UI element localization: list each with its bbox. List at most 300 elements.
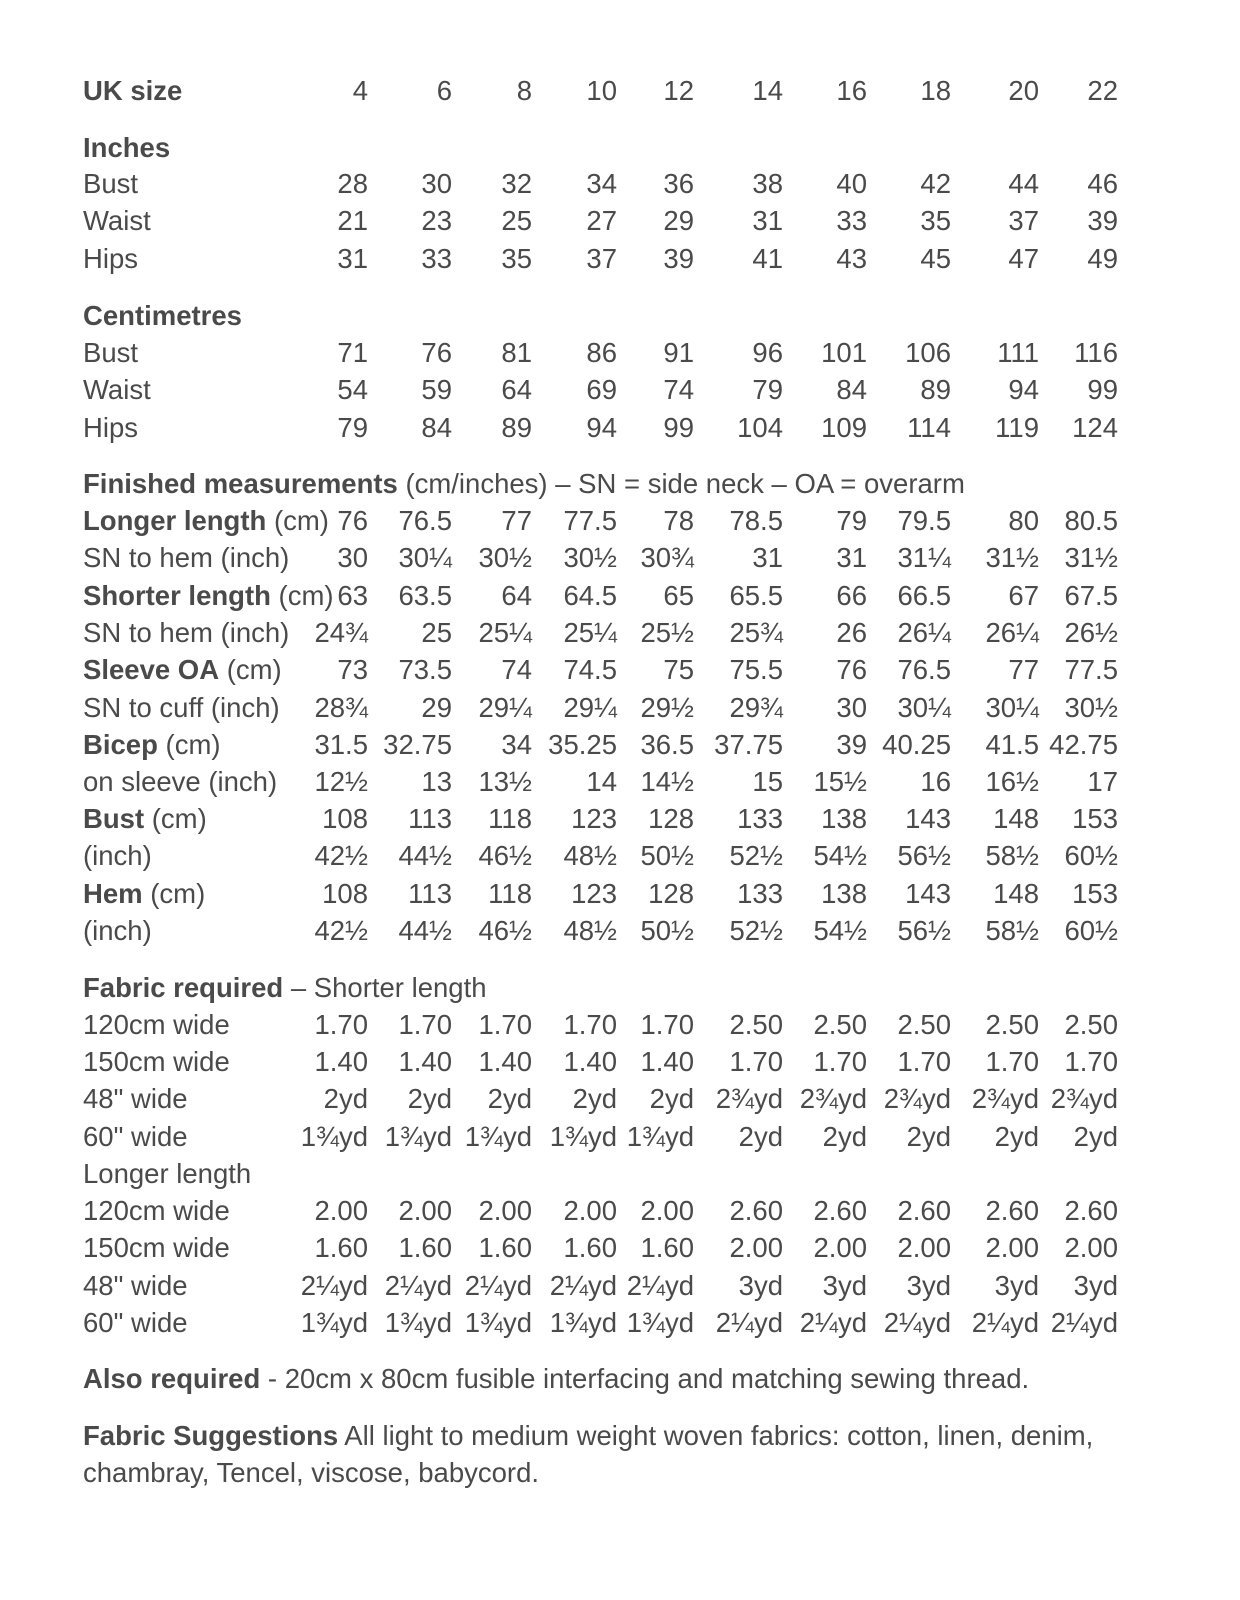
finished-cell: 78 bbox=[663, 505, 694, 536]
size-cell: 18 bbox=[920, 75, 951, 106]
centimetres-cell: 64 bbox=[501, 374, 532, 405]
fabric-cell: 1.40 bbox=[563, 1046, 617, 1077]
finished-cell: 25½ bbox=[640, 617, 694, 648]
fabric-longer-cell: 2.00 bbox=[640, 1195, 694, 1226]
uk-size-label: UK size bbox=[83, 75, 183, 106]
finished-cell: 79 bbox=[836, 505, 867, 536]
centimetres-cell: 99 bbox=[663, 412, 694, 443]
fabric-cell: 2yd bbox=[572, 1083, 617, 1114]
fabric-cell: 2yd bbox=[822, 1121, 867, 1152]
centimetres-cell: 86 bbox=[586, 337, 617, 368]
finished-label-unit: (cm) bbox=[219, 654, 282, 685]
inches-cell: 21 bbox=[337, 205, 368, 236]
size-cell: 6 bbox=[436, 75, 452, 106]
finished-cell: 75.5 bbox=[729, 654, 783, 685]
finished-cell: 56½ bbox=[897, 840, 951, 871]
centimetres-cell: 109 bbox=[821, 412, 867, 443]
finished-cell: 52½ bbox=[729, 840, 783, 871]
measurement-label: Hips bbox=[83, 412, 139, 443]
finished-label-unit: (inch) bbox=[83, 915, 152, 946]
finished-row bbox=[0, 875, 1240, 912]
finished-cell: 44½ bbox=[398, 840, 452, 871]
finished-cell: 30 bbox=[836, 692, 867, 723]
centimetres-cell: 84 bbox=[421, 412, 452, 443]
centimetres-cell: 79 bbox=[752, 374, 783, 405]
finished-cell: 133 bbox=[737, 878, 783, 909]
finished-cell: 80 bbox=[1008, 505, 1039, 536]
fabric-longer-cell: 1¾yd bbox=[384, 1307, 452, 1338]
finished-heading-unit: (cm/inches) – SN = side neck – OA = overarm bbox=[397, 468, 965, 499]
inches-row bbox=[0, 240, 1240, 277]
fabric-cell: 1¾yd bbox=[300, 1121, 368, 1152]
finished-cell: 77.5 bbox=[1064, 654, 1118, 685]
finished-cell: 25¼ bbox=[563, 617, 617, 648]
inches-cell: 35 bbox=[920, 205, 951, 236]
fabric-row bbox=[0, 1006, 1240, 1043]
finished-cell: 138 bbox=[821, 878, 867, 909]
finished-cell: 29¼ bbox=[478, 692, 532, 723]
fabric-longer-cell: 1¾yd bbox=[626, 1307, 694, 1338]
finished-cell: 74.5 bbox=[563, 654, 617, 685]
finished-cell: 30½ bbox=[563, 542, 617, 573]
finished-row bbox=[0, 763, 1240, 800]
finished-cell: 24¾ bbox=[314, 617, 368, 648]
measurement-label: Waist bbox=[83, 374, 151, 405]
fabric-longer-cell: 1.60 bbox=[563, 1232, 617, 1263]
fabric-width-label: 150cm wide bbox=[83, 1232, 230, 1263]
centimetres-cell: 96 bbox=[752, 337, 783, 368]
fabric-heading-row bbox=[0, 969, 1240, 1006]
finished-label bbox=[83, 763, 277, 800]
fabric-cell: 1.70 bbox=[314, 1009, 368, 1040]
fabric-longer-cell: 2.00 bbox=[897, 1232, 951, 1263]
fabric-cell: 2.50 bbox=[729, 1009, 783, 1040]
fabric-heading-unit: – Shorter length bbox=[283, 972, 487, 1003]
fabric-cell: 1¾yd bbox=[384, 1121, 452, 1152]
finished-cell: 65 bbox=[663, 580, 694, 611]
measurement-label: Waist bbox=[83, 205, 151, 236]
fabric-longer-cell: 1.60 bbox=[478, 1232, 532, 1263]
finished-cell: 56½ bbox=[897, 915, 951, 946]
centimetres-row bbox=[0, 371, 1240, 408]
fabric-longer-cell: 2.60 bbox=[1064, 1195, 1118, 1226]
finished-cell: 58½ bbox=[985, 915, 1039, 946]
fabric-cell: 2yd bbox=[649, 1083, 694, 1114]
finished-cell: 29¾ bbox=[729, 692, 783, 723]
fabric-cell: 1.70 bbox=[1064, 1046, 1118, 1077]
finished-cell: 44½ bbox=[398, 915, 452, 946]
finished-row bbox=[0, 689, 1240, 726]
fabric-cell: 1.70 bbox=[398, 1009, 452, 1040]
finished-cell: 133 bbox=[737, 803, 783, 834]
finished-cell: 76 bbox=[836, 654, 867, 685]
fabric-cell: 1.70 bbox=[729, 1046, 783, 1077]
fabric-longer-cell: 2.00 bbox=[398, 1195, 452, 1226]
fabric-longer-cell: 2¼yd bbox=[300, 1270, 368, 1301]
finished-cell: 37.75 bbox=[714, 729, 783, 760]
fabric-cell: 1.40 bbox=[314, 1046, 368, 1077]
inches-cell: 46 bbox=[1087, 168, 1118, 199]
centimetres-cell: 114 bbox=[907, 412, 951, 443]
fabric-suggestions-text: All light to medium weight woven fabrics: cotton, linen, denim, chambray, Tencel, viscose, babycord. bbox=[83, 1420, 1094, 1488]
inches-cell: 29 bbox=[663, 205, 694, 236]
fabric-cell: 2yd bbox=[487, 1083, 532, 1114]
finished-cell: 28¾ bbox=[314, 692, 368, 723]
finished-heading-row bbox=[0, 465, 1240, 502]
fabric-cell: 1.70 bbox=[478, 1009, 532, 1040]
size-cell: 22 bbox=[1087, 75, 1118, 106]
fabric-longer-cell: 3yd bbox=[738, 1270, 783, 1301]
fabric-longer-cell: 2¼yd bbox=[799, 1307, 867, 1338]
finished-label-bold: Bust bbox=[83, 803, 145, 834]
finished-cell: 41.5 bbox=[985, 729, 1039, 760]
centimetres-cell: 94 bbox=[586, 412, 617, 443]
finished-label-unit: (cm) bbox=[157, 729, 221, 760]
fabric-cell: 1.40 bbox=[478, 1046, 532, 1077]
size-cell: 16 bbox=[836, 75, 867, 106]
finished-cell: 31¼ bbox=[897, 542, 951, 573]
centimetres-row bbox=[0, 334, 1240, 371]
inches-heading: Inches bbox=[83, 132, 171, 163]
finished-cell: 108 bbox=[322, 878, 368, 909]
inches-cell: 39 bbox=[1087, 205, 1118, 236]
finished-cell: 34 bbox=[501, 729, 532, 760]
fabric-row bbox=[0, 1080, 1240, 1117]
finished-label-unit: SN to hem (inch) bbox=[83, 617, 290, 648]
finished-cell: 39 bbox=[836, 729, 867, 760]
finished-cell: 143 bbox=[905, 878, 951, 909]
fabric-suggestions bbox=[83, 1417, 1143, 1491]
fabric-width-label: 120cm wide bbox=[83, 1195, 230, 1226]
finished-cell: 29¼ bbox=[563, 692, 617, 723]
centimetres-cell: 71 bbox=[337, 337, 368, 368]
inches-row bbox=[0, 202, 1240, 239]
fabric-cell: 2yd bbox=[738, 1121, 783, 1152]
finished-row bbox=[0, 539, 1240, 576]
finished-label-bold: Hem bbox=[83, 878, 143, 909]
finished-cell: 50½ bbox=[640, 915, 694, 946]
inches-cell: 44 bbox=[1008, 168, 1039, 199]
centimetres-row bbox=[0, 409, 1240, 446]
finished-cell: 30¾ bbox=[640, 542, 694, 573]
finished-cell: 78.5 bbox=[729, 505, 783, 536]
longer-heading-row bbox=[0, 1155, 1240, 1192]
finished-cell: 74 bbox=[501, 654, 532, 685]
finished-cell: 66.5 bbox=[897, 580, 951, 611]
fabric-cell: 2.50 bbox=[813, 1009, 867, 1040]
fabric-longer-cell: 1.60 bbox=[314, 1232, 368, 1263]
finished-label-unit: (cm) bbox=[144, 803, 207, 834]
fabric-longer-cell: 2¼yd bbox=[549, 1270, 617, 1301]
size-cell: 4 bbox=[352, 75, 368, 106]
fabric-longer-cell: 1¾yd bbox=[300, 1307, 368, 1338]
finished-cell: 48½ bbox=[563, 915, 617, 946]
fabric-longer-row bbox=[0, 1267, 1240, 1304]
fabric-cell: 2.50 bbox=[897, 1009, 951, 1040]
finished-cell: 15 bbox=[752, 766, 783, 797]
longer-length-heading: Longer length bbox=[83, 1158, 252, 1189]
inches-cell: 49 bbox=[1087, 243, 1118, 274]
finished-cell: 153 bbox=[1072, 878, 1118, 909]
also-required-text: - 20cm x 80cm fusible interfacing and matching sewing thread. bbox=[260, 1363, 1030, 1394]
finished-label bbox=[83, 800, 207, 837]
finished-cell: 138 bbox=[821, 803, 867, 834]
centimetres-cell: 76 bbox=[421, 337, 452, 368]
finished-cell: 52½ bbox=[729, 915, 783, 946]
finished-cell: 128 bbox=[648, 878, 694, 909]
fabric-cell: 2yd bbox=[323, 1083, 368, 1114]
fabric-longer-row bbox=[0, 1192, 1240, 1229]
finished-cell: 32.75 bbox=[383, 729, 452, 760]
finished-cell: 31.5 bbox=[314, 729, 368, 760]
finished-heading-bold: Finished measurements bbox=[83, 468, 398, 499]
fabric-cell: 1.70 bbox=[897, 1046, 951, 1077]
finished-cell: 64 bbox=[501, 580, 532, 611]
inches-cell: 27 bbox=[586, 205, 617, 236]
size-cell: 14 bbox=[752, 75, 783, 106]
fabric-longer-cell: 2.60 bbox=[813, 1195, 867, 1226]
fabric-longer-cell: 1¾yd bbox=[549, 1307, 617, 1338]
finished-cell: 80.5 bbox=[1064, 505, 1118, 536]
centimetres-cell: 106 bbox=[905, 337, 951, 368]
finished-cell: 118 bbox=[488, 878, 532, 909]
inches-cell: 39 bbox=[663, 243, 694, 274]
finished-cell: 58½ bbox=[985, 840, 1039, 871]
finished-cell: 16 bbox=[920, 766, 951, 797]
centimetres-cell: 79 bbox=[337, 412, 368, 443]
fabric-heading bbox=[83, 969, 487, 1006]
fabric-longer-cell: 2.00 bbox=[563, 1195, 617, 1226]
inches-cell: 37 bbox=[1008, 205, 1039, 236]
finished-cell: 63.5 bbox=[398, 580, 452, 611]
finished-label bbox=[83, 726, 221, 763]
finished-cell: 40.25 bbox=[882, 729, 951, 760]
centimetres-cell: 101 bbox=[821, 337, 867, 368]
finished-label-bold: Longer length bbox=[83, 505, 267, 536]
fabric-cell: 2¾yd bbox=[799, 1083, 867, 1114]
finished-cell: 123 bbox=[571, 878, 617, 909]
finished-cell: 143 bbox=[905, 803, 951, 834]
also-required bbox=[83, 1360, 1158, 1397]
inches-heading-row bbox=[0, 129, 1240, 166]
fabric-longer-cell: 3yd bbox=[906, 1270, 951, 1301]
inches-cell: 43 bbox=[836, 243, 867, 274]
finished-cell: 67 bbox=[1008, 580, 1039, 611]
fabric-cell: 2¾yd bbox=[1050, 1083, 1118, 1114]
finished-label-unit: SN to cuff (inch) bbox=[83, 692, 280, 723]
fabric-longer-cell: 2¼yd bbox=[384, 1270, 452, 1301]
finished-cell: 118 bbox=[488, 803, 532, 834]
finished-cell: 31½ bbox=[1064, 542, 1118, 573]
finished-cell: 17 bbox=[1087, 766, 1118, 797]
fabric-longer-cell: 2¼yd bbox=[971, 1307, 1039, 1338]
finished-row bbox=[0, 577, 1240, 614]
fabric-width-label: 48" wide bbox=[83, 1083, 188, 1114]
finished-cell: 42½ bbox=[314, 915, 368, 946]
fabric-cell: 2yd bbox=[407, 1083, 452, 1114]
fabric-cell: 2yd bbox=[994, 1121, 1039, 1152]
finished-cell: 26¼ bbox=[897, 617, 951, 648]
inches-cell: 30 bbox=[421, 168, 452, 199]
fabric-width-label: 48" wide bbox=[83, 1270, 188, 1301]
finished-cell: 79.5 bbox=[897, 505, 951, 536]
fabric-cell: 1.70 bbox=[985, 1046, 1039, 1077]
centimetres-cell: 111 bbox=[997, 337, 1039, 368]
inches-cell: 35 bbox=[501, 243, 532, 274]
centimetres-heading-row bbox=[0, 297, 1240, 334]
finished-cell: 60½ bbox=[1064, 840, 1118, 871]
centimetres-cell: 104 bbox=[737, 412, 783, 443]
finished-cell: 76 bbox=[337, 505, 368, 536]
fabric-width-label: 60" wide bbox=[83, 1307, 188, 1338]
fabric-width-label: 150cm wide bbox=[83, 1046, 230, 1077]
finished-cell: 75 bbox=[663, 654, 694, 685]
centimetres-cell: 99 bbox=[1087, 374, 1118, 405]
finished-cell: 42½ bbox=[314, 840, 368, 871]
finished-label bbox=[83, 689, 280, 726]
finished-label bbox=[83, 837, 152, 874]
inches-cell: 42 bbox=[920, 168, 951, 199]
fabric-cell: 2¾yd bbox=[715, 1083, 783, 1114]
finished-label-unit: (cm) bbox=[142, 878, 206, 909]
measurement-label: Bust bbox=[83, 337, 139, 368]
header-row bbox=[0, 72, 1240, 109]
inches-cell: 23 bbox=[421, 205, 452, 236]
inches-cell: 47 bbox=[1008, 243, 1039, 274]
inches-cell: 31 bbox=[337, 243, 368, 274]
centimetres-heading: Centimetres bbox=[83, 300, 242, 331]
measurement-label: Bust bbox=[83, 168, 139, 199]
finished-cell: 148 bbox=[993, 878, 1039, 909]
finished-row bbox=[0, 800, 1240, 837]
fabric-cell: 1¾yd bbox=[549, 1121, 617, 1152]
fabric-longer-cell: 2¼yd bbox=[626, 1270, 694, 1301]
finished-cell: 16½ bbox=[985, 766, 1039, 797]
finished-cell: 67.5 bbox=[1064, 580, 1118, 611]
finished-cell: 30¼ bbox=[398, 542, 452, 573]
fabric-cell: 1¾yd bbox=[626, 1121, 694, 1152]
fabric-longer-cell: 3yd bbox=[994, 1270, 1039, 1301]
fabric-suggestions-label: Fabric Suggestions bbox=[83, 1420, 339, 1451]
finished-cell: 46½ bbox=[478, 915, 532, 946]
centimetres-cell: 94 bbox=[1008, 374, 1039, 405]
fabric-width-label: 120cm wide bbox=[83, 1009, 230, 1040]
fabric-longer-cell: 3yd bbox=[1073, 1270, 1118, 1301]
finished-row bbox=[0, 837, 1240, 874]
finished-cell: 77.5 bbox=[563, 505, 617, 536]
finished-cell: 148 bbox=[993, 803, 1039, 834]
finished-cell: 29½ bbox=[640, 692, 694, 723]
finished-label bbox=[83, 875, 205, 912]
centimetres-cell: 84 bbox=[836, 374, 867, 405]
finished-cell: 153 bbox=[1072, 803, 1118, 834]
finished-cell: 60½ bbox=[1064, 915, 1118, 946]
finished-label-bold: Sleeve OA bbox=[83, 654, 220, 685]
finished-row bbox=[0, 912, 1240, 949]
fabric-longer-row bbox=[0, 1229, 1240, 1266]
finished-label-bold: Shorter length bbox=[83, 580, 271, 611]
finished-label-unit: on sleeve (inch) bbox=[83, 766, 278, 797]
fabric-longer-cell: 2¼yd bbox=[464, 1270, 532, 1301]
finished-cell: 25 bbox=[421, 617, 452, 648]
inches-row bbox=[0, 165, 1240, 202]
finished-cell: 26½ bbox=[1064, 617, 1118, 648]
inches-cell: 28 bbox=[337, 168, 368, 199]
finished-cell: 25¼ bbox=[478, 617, 532, 648]
fabric-cell: 1.70 bbox=[563, 1009, 617, 1040]
finished-cell: 26¼ bbox=[985, 617, 1039, 648]
finished-cell: 31 bbox=[752, 542, 783, 573]
finished-cell: 123 bbox=[571, 803, 617, 834]
inches-cell: 38 bbox=[752, 168, 783, 199]
finished-cell: 35.25 bbox=[548, 729, 617, 760]
size-cell: 20 bbox=[1008, 75, 1039, 106]
fabric-row bbox=[0, 1043, 1240, 1080]
fabric-longer-cell: 2.00 bbox=[314, 1195, 368, 1226]
fabric-cell: 2yd bbox=[906, 1121, 951, 1152]
inches-cell: 25 bbox=[501, 205, 532, 236]
fabric-heading-bold: Fabric required bbox=[83, 972, 284, 1003]
centimetres-cell: 124 bbox=[1072, 412, 1118, 443]
inches-cell: 32 bbox=[501, 168, 532, 199]
finished-cell: 46½ bbox=[478, 840, 532, 871]
finished-cell: 15½ bbox=[813, 766, 867, 797]
centimetres-cell: 59 bbox=[421, 374, 452, 405]
inches-cell: 31 bbox=[752, 205, 783, 236]
fabric-longer-cell: 1¾yd bbox=[464, 1307, 532, 1338]
inches-cell: 36 bbox=[663, 168, 694, 199]
finished-label-unit: (cm) bbox=[270, 580, 334, 611]
fabric-longer-cell: 3yd bbox=[822, 1270, 867, 1301]
fabric-width-label: 60" wide bbox=[83, 1121, 188, 1152]
size-cell: 10 bbox=[586, 75, 617, 106]
finished-cell: 48½ bbox=[563, 840, 617, 871]
measurement-label: Hips bbox=[83, 243, 139, 274]
fabric-cell: 1.70 bbox=[813, 1046, 867, 1077]
finished-cell: 64.5 bbox=[563, 580, 617, 611]
finished-label-unit: (inch) bbox=[83, 840, 152, 871]
finished-cell: 14½ bbox=[640, 766, 694, 797]
fabric-longer-cell: 1.60 bbox=[640, 1232, 694, 1263]
fabric-longer-cell: 2¼yd bbox=[1050, 1307, 1118, 1338]
fabric-longer-cell: 2.60 bbox=[729, 1195, 783, 1226]
inches-cell: 34 bbox=[586, 168, 617, 199]
fabric-cell: 2¾yd bbox=[971, 1083, 1039, 1114]
finished-row bbox=[0, 726, 1240, 763]
finished-row bbox=[0, 651, 1240, 688]
finished-cell: 29 bbox=[421, 692, 452, 723]
fabric-longer-cell: 2.00 bbox=[813, 1232, 867, 1263]
finished-cell: 25¾ bbox=[729, 617, 783, 648]
finished-cell: 13½ bbox=[478, 766, 532, 797]
finished-cell: 77 bbox=[501, 505, 532, 536]
fabric-cell: 1.40 bbox=[640, 1046, 694, 1077]
finished-cell: 108 bbox=[322, 803, 368, 834]
fabric-longer-cell: 2¼yd bbox=[715, 1307, 783, 1338]
fabric-longer-cell: 2.60 bbox=[897, 1195, 951, 1226]
fabric-row bbox=[0, 1118, 1240, 1155]
finished-cell: 73 bbox=[337, 654, 368, 685]
fabric-cell: 2.50 bbox=[1064, 1009, 1118, 1040]
size-cell: 12 bbox=[663, 75, 694, 106]
fabric-cell: 1.70 bbox=[640, 1009, 694, 1040]
inches-cell: 37 bbox=[586, 243, 617, 274]
finished-heading bbox=[83, 465, 965, 502]
finished-cell: 77 bbox=[1008, 654, 1039, 685]
fabric-longer-cell: 2.00 bbox=[729, 1232, 783, 1263]
finished-cell: 30½ bbox=[1064, 692, 1118, 723]
finished-label bbox=[83, 912, 152, 949]
